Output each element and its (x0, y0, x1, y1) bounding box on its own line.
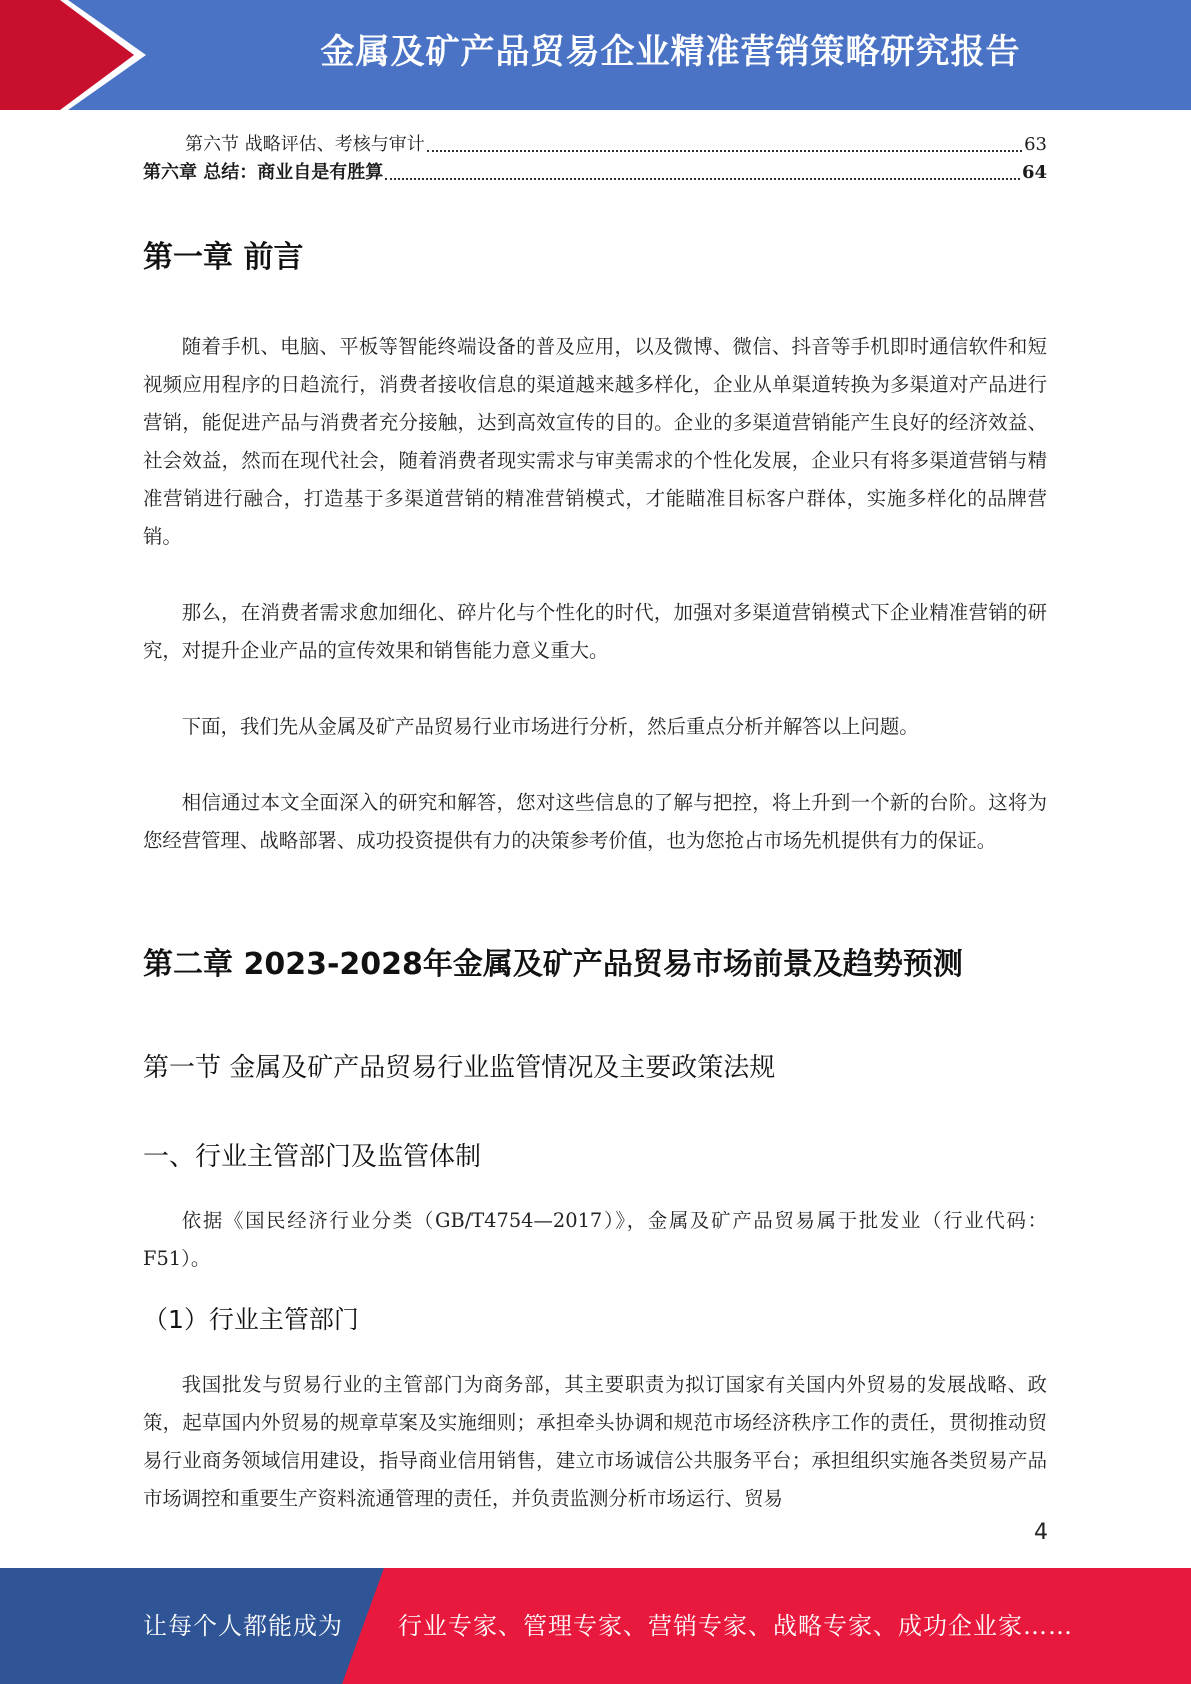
chapter-title: 第一章 前言 (143, 240, 304, 275)
toc-entry[interactable] (143, 128, 1047, 158)
paragraph: 我国批发与贸易行业的主管部门为商务部，其主要职责为拟订国家有关国内外贸易的发展战略、政策，起草国内外贸易的规章草案及实施细则；承担牵头协调和规范市场经济秩序工作的责任，贯彻推动贸易行业商务领域信用建设，指导商业信用销售，建立市场诚信公共服务平台；承担组织实施各类贸易产品市场调控和重要生产资料流通管理的责任，并负责监测分析市场运行、贸易 (143, 1373, 1047, 1510)
page-header (0, 0, 1191, 110)
paragraph: 相信通过本文全面深入的研究和解答，您对这些信息的了解与把控，将上升到一个新的台阶。这将为您经营管理、战略部署、成功投资提供有力的决策参考价值，也为您抢占市场先机提供有力的保证。 (143, 791, 1047, 852)
item-title: （1）行业主管部门 (143, 1305, 359, 1334)
page-footer (0, 1568, 1191, 1684)
paragraph: 依据《国民经济行业分类（GB/T4754—2017）》，金属及矿产品贸易属于批发业（行业代码：F51）。 (143, 1209, 1047, 1270)
page-number: 4 (1034, 1520, 1048, 1545)
toc-entry-label: 第六章 总结：商业自是有胜算 (143, 162, 384, 183)
chapter-title: 第二章 2023-2028年金属及矿产品贸易市场前景及趋势预测 (143, 947, 963, 982)
toc-entry[interactable] (143, 156, 1047, 186)
toc-entry-page: 64 (1021, 162, 1047, 183)
toc-leader-dots (427, 150, 1022, 152)
section-title: 第一节 金属及矿产品贸易行业监管情况及主要政策法规 (143, 1053, 776, 1083)
toc-entry-page: 63 (1024, 134, 1047, 155)
paragraph: 那么，在消费者需求愈加细化、碎片化与个性化的时代，加强对多渠道营销模式下企业精准营销的研究，对提升企业产品的宣传效果和销售能力意义重大。 (143, 601, 1047, 662)
footer-slogan-right: 行业专家、管理专家、营销专家、战略专家、成功企业家…… (398, 1612, 1073, 1640)
subsection-title: 一、行业主管部门及监管体制 (143, 1142, 482, 1172)
header-chevron-icon (0, 0, 160, 110)
paragraph: 随着手机、电脑、平板等智能终端设备的普及应用，以及微博、微信、抖音等手机即时通信软件和短视频应用程序的日趋流行，消费者接收信息的渠道越来越多样化，企业从单渠道转换为多渠道对产品进行营销，能促进产品与消费者充分接触，达到高效宣传的目的。企业的多渠道营销能产生良好的经济效益、社会效益，然而在现代社会，随着消费者现实需求与审美需求的个性化发展，企业只有将多渠道营销与精准营销进行融合，打造基于多渠道营销的精准营销模式，才能瞄准目标客户群体，实施多样化的品牌营销。 (143, 335, 1047, 548)
footer-slogan-left: 让每个人都能成为 (143, 1612, 343, 1640)
toc-entry-label: 第六节 战略评估、考核与审计 (185, 134, 425, 155)
toc-leader-dots (385, 178, 1020, 180)
header-title: 金属及矿产品贸易企业精准营销策略研究报告 (320, 32, 1021, 72)
paragraph: 下面，我们先从金属及矿产品贸易行业市场进行分析，然后重点分析并解答以上问题。 (181, 715, 919, 738)
